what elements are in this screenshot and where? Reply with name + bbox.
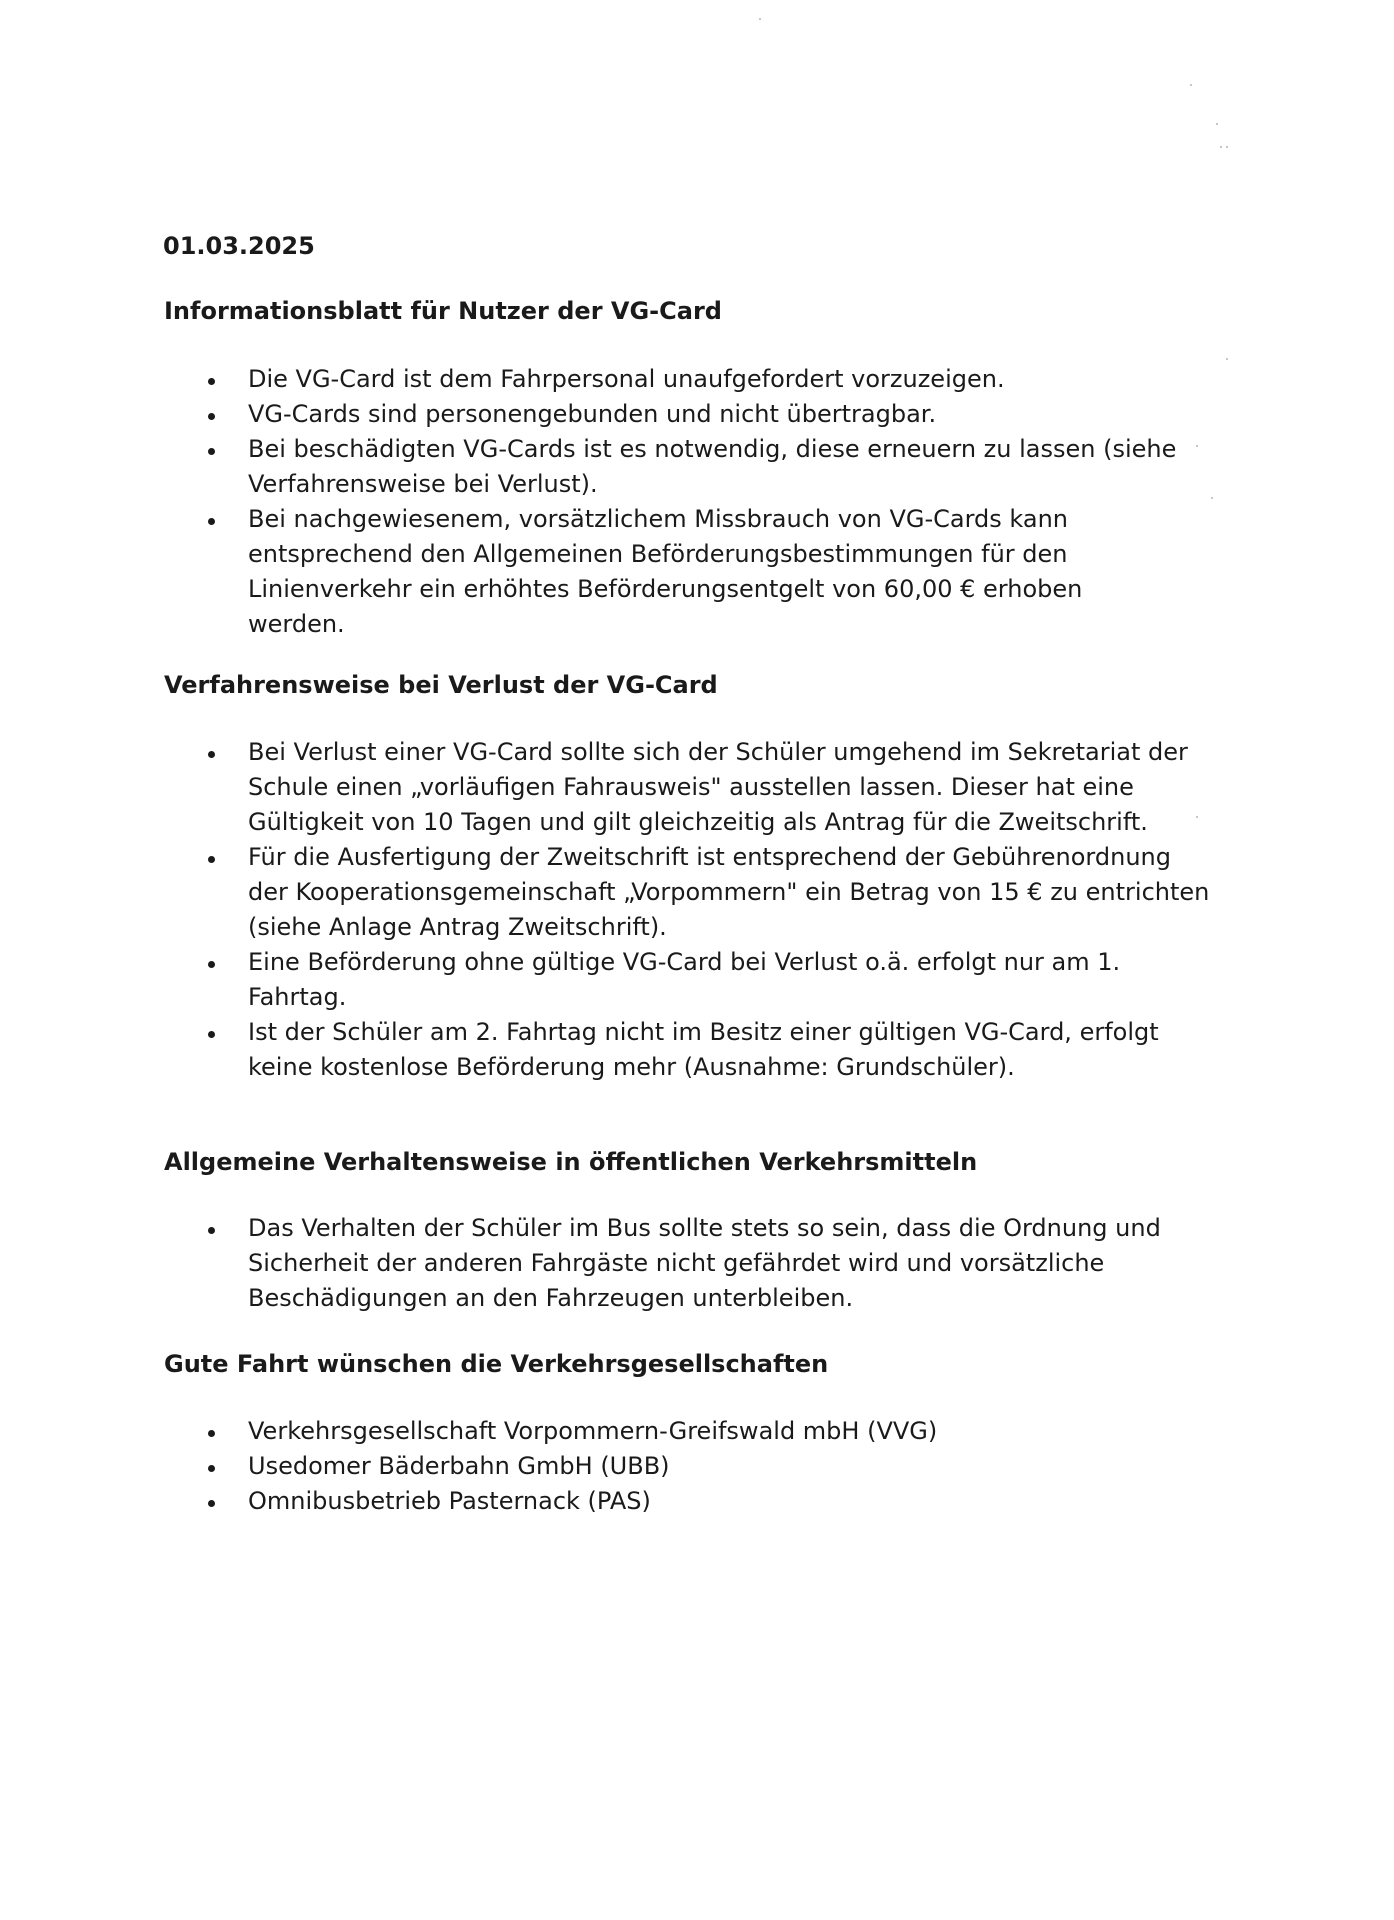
scan-speck	[1196, 445, 1198, 447]
scan-speck	[1211, 497, 1213, 499]
list-verkehrsgesellschaften	[200, 1414, 1180, 1519]
scan-speck	[1196, 816, 1198, 818]
list-verfahrensweise	[200, 735, 1210, 1085]
scan-speck	[1216, 123, 1218, 125]
list-item: Verkehrsgesellschaft Vorpommern-Greifswald mbH (VVG)	[200, 1414, 1180, 1449]
list-verhaltensweise	[200, 1211, 1180, 1316]
document-date: 01.03.2025	[163, 232, 315, 260]
scan-speck	[1190, 84, 1192, 86]
list-item: VG-Cards sind personengebunden und nicht übertragbar.	[200, 397, 1180, 432]
list-item: Bei beschädigten VG-Cards ist es notwendig, diese erneuern zu lassen (siehe Verfahrensweise bei Verlust).	[200, 432, 1180, 502]
list-informationsblatt	[200, 362, 1180, 642]
list-item: Usedomer Bäderbahn GmbH (UBB)	[200, 1449, 1180, 1484]
list-item: Das Verhalten der Schüler im Bus sollte stets so sein, dass die Ordnung und Sicherheit der anderen Fahrgäste nicht gefährdet wird und vorsätzliche Beschädigungen an den Fahrzeugen unterbleiben.	[200, 1211, 1180, 1316]
scan-speck	[1220, 146, 1222, 148]
heading-verhaltensweise: Allgemeine Verhaltensweise in öffentlichen Verkehrsmitteln	[164, 1148, 978, 1176]
list-item: Ist der Schüler am 2. Fahrtag nicht im Besitz einer gültigen VG-Card, erfolgt keine kostenlose Beförderung mehr (Ausnahme: Grundschüler).	[200, 1015, 1210, 1085]
list-item: Bei Verlust einer VG-Card sollte sich der Schüler umgehend im Sekretariat der Schule einen „vorläufigen Fahrausweis" ausstellen lassen. Dieser hat eine Gültigkeit von 10 Tagen und gilt gleichzeitig als Antrag für die Zweitschrift.	[200, 735, 1210, 840]
scan-speck	[1226, 146, 1228, 148]
list-item: Die VG-Card ist dem Fahrpersonal unaufgefordert vorzuzeigen.	[200, 362, 1180, 397]
list-item: Für die Ausfertigung der Zweitschrift ist entsprechend der Gebührenordnung der Kooperationsgemeinschaft „Vorpommern" ein Betrag von 15 € zu entrichten (siehe Anlage Antrag Zweitschrift).	[200, 840, 1210, 945]
heading-informationsblatt: Informationsblatt für Nutzer der VG-Card	[164, 297, 722, 325]
list-item: Eine Beförderung ohne gültige VG-Card bei Verlust o.ä. erfolgt nur am 1. Fahrtag.	[200, 945, 1210, 1015]
heading-gute-fahrt: Gute Fahrt wünschen die Verkehrsgesellschaften	[164, 1350, 829, 1378]
scan-speck	[1226, 358, 1228, 360]
scan-speck	[759, 18, 761, 20]
heading-verfahrensweise: Verfahrensweise bei Verlust der VG-Card	[164, 671, 718, 699]
list-item: Omnibusbetrieb Pasternack (PAS)	[200, 1484, 1180, 1519]
list-item: Bei nachgewiesenem, vorsätzlichem Missbrauch von VG-Cards kann entsprechend den Allgemeinen Beförderungsbestimmungen für den Linienverkehr ein erhöhtes Beförderungsentgelt von 60,00 € erhoben werden.	[200, 502, 1180, 642]
